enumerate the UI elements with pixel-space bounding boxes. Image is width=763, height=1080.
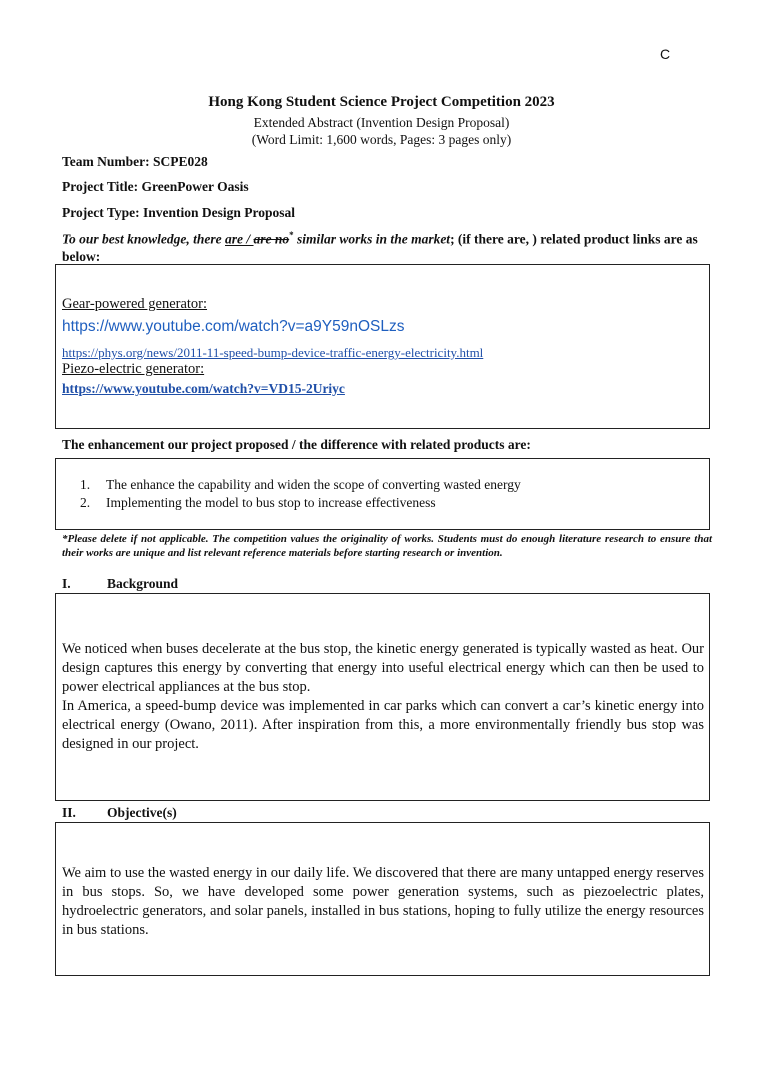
corner-mark: C [660, 46, 671, 62]
team-number: Team Number: SCPE028 [62, 154, 208, 169]
enhancement-heading: The enhancement our project proposed / the difference with related products are: [62, 437, 531, 452]
background-heading: Background [107, 576, 179, 591]
word-limit: (Word Limit: 1,600 words, Pages: 3 pages only) [251, 132, 512, 147]
enhancement-list [80, 476, 521, 512]
phys-org-link[interactable]: https://phys.org/news/2011-11-speed-bump-device-traffic-energy-electricity.html [62, 345, 484, 360]
project-type: Project Type: Invention Design Proposal [62, 205, 296, 220]
gear-generator-link[interactable]: https://www.youtube.com/watch?v=a9Y59nOSLzs [62, 318, 405, 335]
gear-generator-label: Gear-powered generator: [62, 296, 208, 312]
are-no-option: are no [253, 231, 290, 247]
objective-paragraph: We aim to use the wasted energy in our daily life. We discovered that there are many untapped energy reserves in bus stops. So, we have developed some power generation systems, such as piezoelectric plates, hydroelectric generators, and solar panels, installed in bus stations, hoping to fully utilize the energy resources in bus stations. [62, 865, 704, 938]
background-number: I. [62, 576, 71, 591]
footnote-star: * [289, 230, 294, 240]
background-paragraph-1: We noticed when buses decelerate at the bus stop, the kinetic energy generated is typically wasted as heat. Our design captures this energy by converting that energy into useful electrical energy which can then be used to power electrical appliances at the bus stop. [62, 641, 704, 695]
best-knowledge-middle: similar works in the market [293, 231, 451, 247]
best-knowledge-statement [62, 227, 712, 265]
list-item: 2. Implementing the model to bus stop to increase effectiveness [80, 495, 436, 510]
background-paragraph-2: In America, a speed-bump device was implemented in car parks which can convert a car’s kinetic energy into electrical energy (Owano, 2011). After inspiration from this, a more environmentally friendly bus stop was designed in our project. [62, 698, 704, 752]
are-option: are / [225, 231, 254, 247]
piezo-generator-link[interactable]: https://www.youtube.com/watch?v=VD15-2Uriyc [62, 381, 345, 396]
best-knowledge-suffix: ; (if there are, ) related product links are as below: [62, 231, 698, 264]
project-title: Project Title: GreenPower Oasis [62, 179, 249, 194]
list-item: 1. The enhance the capability and widen the scope of converting wasted energy [80, 477, 521, 492]
piezo-generator-label: Piezo-electric generator: [62, 361, 205, 377]
objective-heading: Objective(s) [107, 805, 177, 820]
objective-number: II. [62, 805, 76, 820]
applicability-note: *Please delete if not applicable. The competition values the originality of works. Students must do enough literature research to ensure that their works are unique and list relevant reference materials before starting research or invention. [62, 533, 712, 559]
best-knowledge-prefix: To our best knowledge, there [62, 231, 226, 247]
page-subtitle: Extended Abstract (Invention Design Proposal) [253, 115, 510, 130]
page-title: Hong Kong Student Science Project Competition 2023 [208, 94, 555, 110]
